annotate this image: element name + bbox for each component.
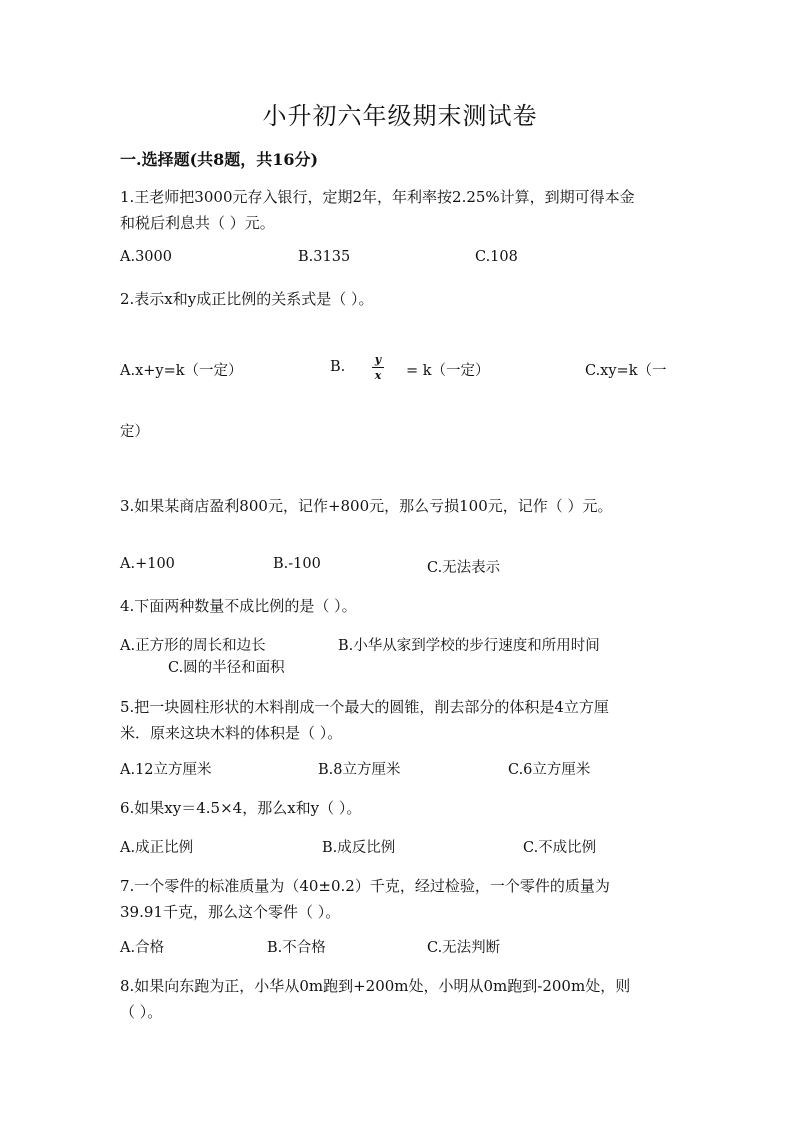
fraction-y-over-x — [372, 354, 384, 381]
fraction-numerator: y — [374, 353, 382, 366]
question-7-option-c: C.无法判断 — [427, 940, 501, 956]
question-5-option-a: A.12立方厘米 — [120, 762, 212, 778]
question-3-option-c: C.无法表示 — [427, 560, 501, 576]
question-5-line-2: 米．原来这块木料的体积是（ ）。 — [120, 724, 343, 742]
question-1-option-c: C.108 — [475, 249, 518, 265]
question-4-option-b: B.小华从家到学校的步行速度和所用时间 — [338, 638, 600, 654]
question-4-option-c: C.圆的半径和面积 — [168, 660, 285, 676]
question-3-option-a: A.+100 — [120, 556, 175, 572]
question-2-option-c-continued: 定） — [120, 424, 149, 440]
question-2-option-b-suffix: = k（一定） — [406, 363, 490, 379]
question-1-line-2: 和税后利息共（ ）元。 — [120, 214, 275, 232]
question-2-option-a: A.x+y=k（一定） — [120, 363, 243, 379]
question-1-option-a: A.3000 — [120, 249, 172, 265]
page-title: 小升初六年级期末测试卷 — [262, 102, 538, 130]
question-5-option-b: B.8立方厘米 — [318, 762, 401, 778]
question-6-option-c: C.不成比例 — [523, 840, 597, 856]
question-7-line-2: 39.91千克，那么这个零件（ ）。 — [120, 903, 341, 921]
question-5-line-1: 5.把一块圆柱形状的木料削成一个最大的圆锥，削去部分的体积是4立方厘 — [120, 698, 609, 716]
question-2-text: 2.表示x和y成正比例的关系式是（ ）。 — [120, 290, 374, 308]
question-4-option-a: A.正方形的周长和边长 — [120, 638, 266, 654]
question-1-line-1: 1.王老师把3000元存入银行，定期2年，年利率按2.25%计算，到期可得本金 — [120, 188, 635, 206]
question-7-option-b: B.不合格 — [267, 940, 326, 956]
question-8-text — [120, 973, 630, 1025]
question-6-text: 6.如果xy＝4.5×4，那么x和y（ ）。 — [120, 799, 362, 817]
question-4-text: 4.下面两种数量不成比例的是（ ）。 — [120, 597, 357, 615]
question-3-option-b: B.-100 — [273, 556, 321, 572]
question-6-option-a: A.成正比例 — [120, 840, 194, 856]
question-7-line-1: 7.一个零件的标准质量为（40±0.2）千克，经过检验，一个零件的质量为 — [120, 877, 610, 895]
question-2-option-b-prefix: B. — [330, 359, 346, 375]
question-1-option-b: B.3135 — [298, 249, 351, 265]
question-5-option-c: C.6立方厘米 — [508, 762, 591, 778]
question-5-text — [120, 694, 609, 746]
section-heading: 一.选择题(共8题，共16分) — [120, 150, 319, 169]
question-1-text — [120, 184, 635, 236]
question-7-text — [120, 873, 610, 925]
fraction-bar — [372, 367, 384, 368]
question-8-line-2: （ ）。 — [120, 1003, 163, 1021]
question-7-option-a: A.合格 — [120, 940, 165, 956]
question-3-text: 3.如果某商店盈利800元，记作+800元，那么亏损100元，记作（ ）元。 — [120, 497, 613, 515]
question-2-option-c: C.xy=k（一 — [585, 363, 667, 379]
fraction-denominator: x — [374, 369, 382, 382]
question-6-option-b: B.成反比例 — [322, 840, 396, 856]
question-8-line-1: 8.如果向东跑为正，小华从0m跑到+200m处，小明从0m跑到-200m处，则 — [120, 977, 631, 995]
